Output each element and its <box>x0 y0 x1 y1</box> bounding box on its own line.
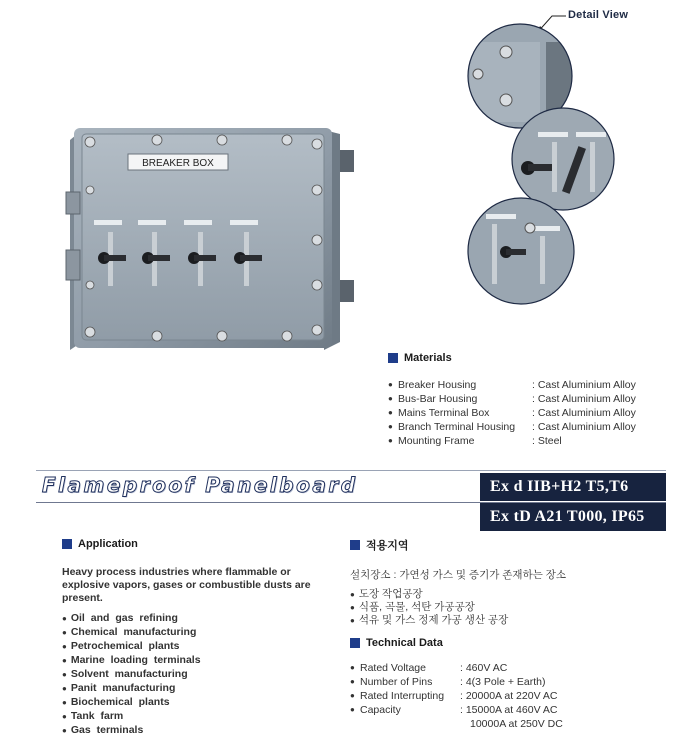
page-title: Flameproof Panelboard <box>42 473 358 497</box>
korean-description: 설치장소 : 가연성 가스 및 증기가 존재하는 장소 <box>350 569 567 581</box>
list-item: ● Rated Interrupting : 20000A at 220V AC <box>350 690 558 702</box>
heading-square-icon <box>350 540 360 550</box>
list-item: ● Petrochemical plants <box>62 640 180 652</box>
list-item: ● Solvent manufacturing <box>62 668 188 680</box>
materials-section <box>388 352 688 448</box>
korean-application-section <box>350 537 670 627</box>
application-list <box>62 611 332 737</box>
bullet-icon: ● <box>62 712 67 721</box>
list-item: ● Gas terminals <box>62 724 144 736</box>
breaker-box-photo <box>62 120 362 352</box>
list-item: ● Bus-Bar Housing : Cast Aluminium Alloy <box>388 393 636 405</box>
technical-data-section <box>350 637 680 731</box>
list-item: ● 석유 및 가스 정제 가공 생산 공장 <box>350 614 509 626</box>
list-item: ● 식품, 곡물, 석탄 가공공장 <box>350 601 475 613</box>
application-section <box>62 538 332 737</box>
bullet-icon: ● <box>62 614 67 623</box>
list-item: ● Branch Terminal Housing : Cast Aluminium Alloy <box>388 421 636 433</box>
list-item: ● Capacity : 15000A at 460V AC <box>350 704 558 716</box>
detail-image-handle <box>466 196 576 306</box>
list-item: ● Marine loading terminals <box>62 654 201 666</box>
list-item: ● Breaker Housing : Cast Aluminium Alloy <box>388 379 636 391</box>
list-item: ● Biochemical plants <box>62 696 170 708</box>
ex-marking-dust: Ex tD A21 T000, IP65 <box>480 503 666 531</box>
bullet-icon: ● <box>62 698 67 707</box>
ex-marking-gas: Ex d IIB+H2 T5,T6 <box>480 473 666 501</box>
bullet-icon: ● <box>62 642 67 651</box>
divider <box>36 470 666 471</box>
detail-view-label: Detail View <box>568 9 629 21</box>
bullet-icon: ● <box>350 677 355 686</box>
application-heading: Application <box>62 538 332 550</box>
technical-heading: Technical Data <box>350 637 680 649</box>
list-item: ● Mains Terminal Box : Cast Aluminium Alloy <box>388 407 636 419</box>
list-item: ● Mounting Frame : Steel <box>388 435 562 447</box>
list-item: ● Oil and gas refining <box>62 612 178 624</box>
bullet-icon: ● <box>350 603 355 612</box>
list-item: ● Tank farm <box>62 710 124 722</box>
bullet-icon: ● <box>388 394 393 403</box>
list-item: ● Panit manufacturing <box>62 682 176 694</box>
technical-list <box>350 661 680 717</box>
bullet-icon: ● <box>350 691 355 700</box>
heading-square-icon <box>62 539 72 549</box>
bullet-icon: ● <box>388 436 393 445</box>
korean-heading: 적용지역 <box>350 537 670 553</box>
list-item: ● Chemical manufacturing <box>62 626 197 638</box>
korean-list <box>350 588 670 627</box>
bullet-icon: ● <box>62 628 67 637</box>
list-item: ● 도장 작업공장 <box>350 588 423 600</box>
heading-square-icon <box>388 353 398 363</box>
bullet-icon: ● <box>388 380 393 389</box>
bullet-icon: ● <box>350 663 355 672</box>
bullet-icon: ● <box>62 670 67 679</box>
heading-square-icon <box>350 638 360 648</box>
list-item: ● Number of Pins : 4(3 Pole + Earth) <box>350 676 546 688</box>
list-item: ● Rated Voltage : 460V AC <box>350 662 508 674</box>
bullet-icon: ● <box>62 726 67 735</box>
capacity-dc-value: 10000A at 250V DC <box>470 718 563 730</box>
bullet-icon: ● <box>350 616 355 625</box>
bullet-icon: ● <box>62 684 67 693</box>
bullet-icon: ● <box>388 422 393 431</box>
bullet-icon: ● <box>350 590 355 599</box>
nameplate-text: BREAKER BOX <box>142 158 214 169</box>
application-intro: Heavy process industries where flammable or explosive vapors, gases or combustible dusts are present. <box>62 566 311 604</box>
bullet-icon: ● <box>388 408 393 417</box>
materials-heading: Materials <box>388 352 688 364</box>
materials-list <box>388 378 688 448</box>
bullet-icon: ● <box>62 656 67 665</box>
bullet-icon: ● <box>350 705 355 714</box>
